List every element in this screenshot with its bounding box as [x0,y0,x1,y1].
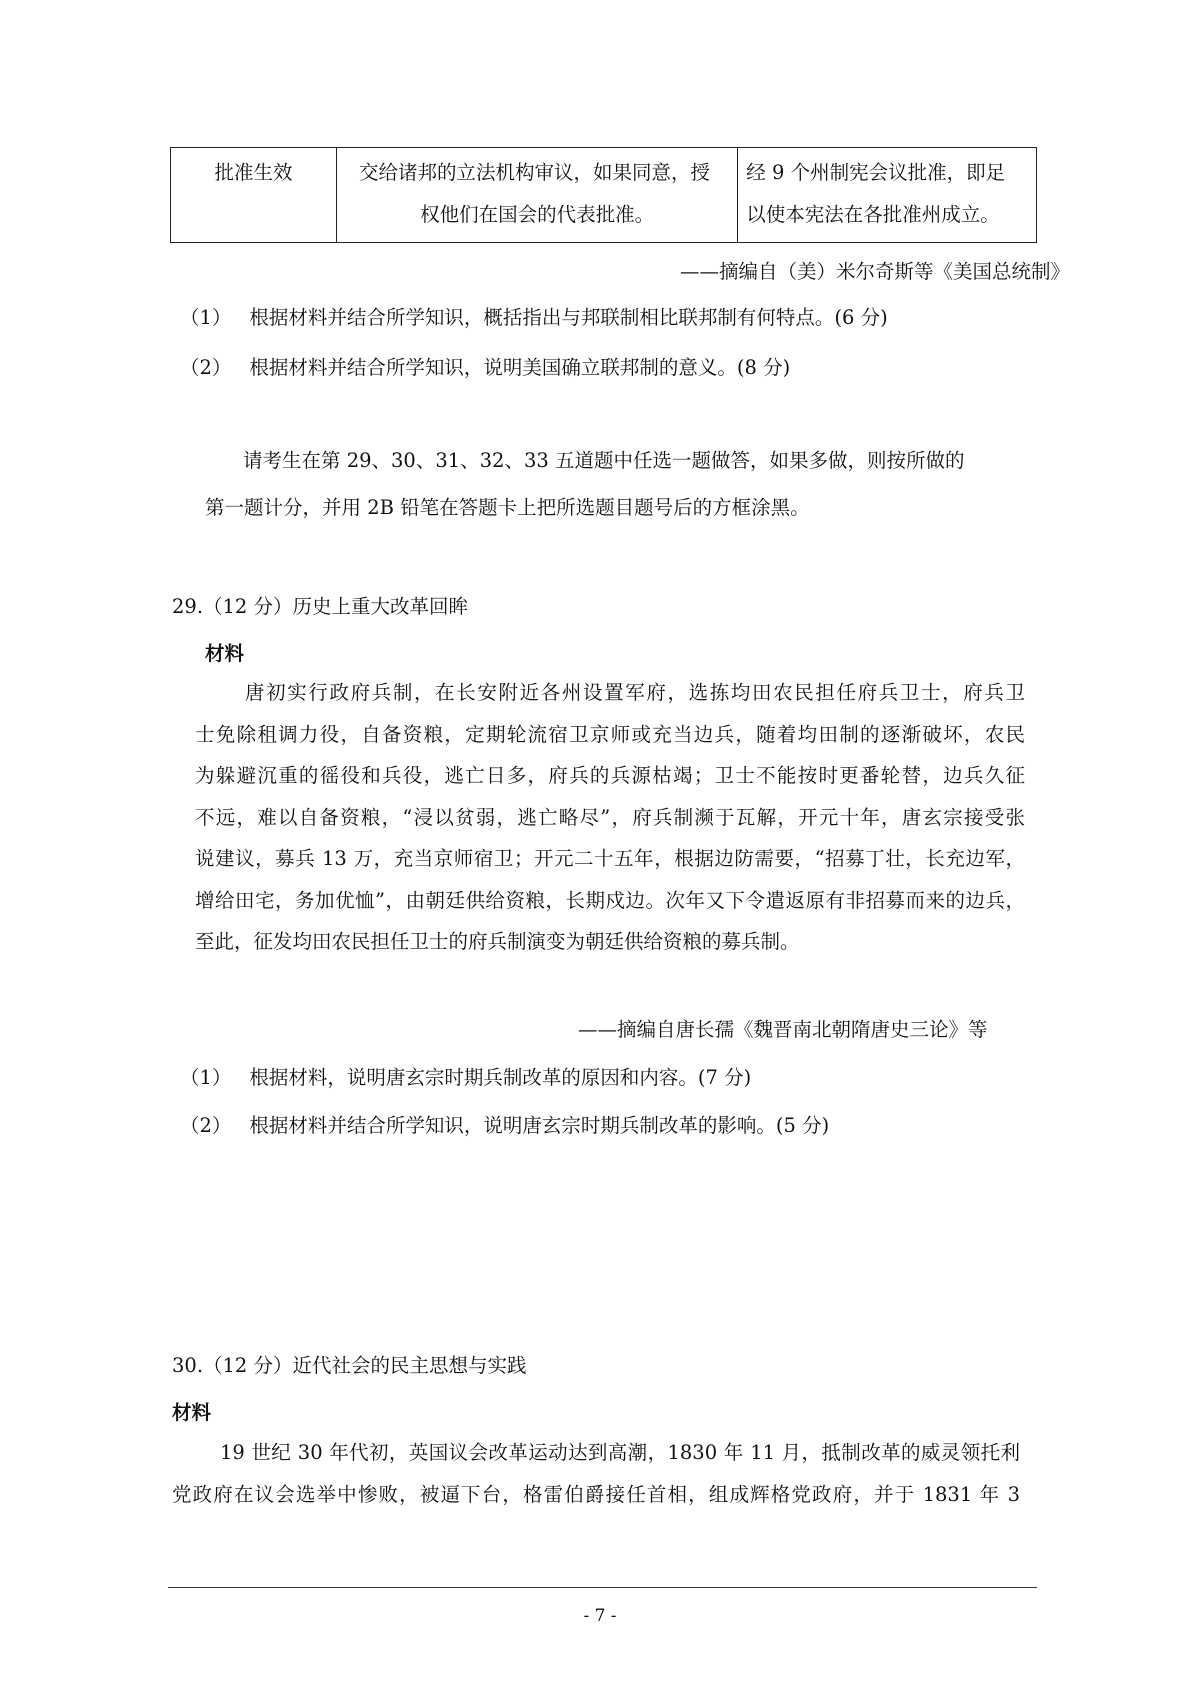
page-number: - 7 - [583,1606,617,1626]
instruction-line: 第一题计分，并用 2B 铅笔在答题卡上把所选题目题号后的方框涂黑。 [205,496,810,519]
paragraph-line: 唐初实行政府兵制，在长安附近各州设置军府，选拣均田农民担任府兵卫士，府兵卫 [245,681,1025,704]
item-number: （1） [180,306,232,329]
item-text: 根据材料并结合所学知识，说明美国确立联邦制的意义。(8 分) [249,356,791,379]
cell-line: 权他们在国会的代表批准。 [420,203,655,226]
question-item [180,302,888,330]
item-number: （2） [180,1114,232,1137]
paragraph-line: 说建议，募兵 13 万，充当京师宿卫；开元二十五年，根据边防需要，“招募丁壮，长充边军， [195,847,1025,870]
material-paragraph [172,1432,1020,1515]
source-citation: ——摘编自（美）米尔奇斯等《美国总统制》 [680,260,1071,283]
paragraph-line: 不远，难以自备资粮，“浸以贫弱，逃亡略尽”，府兵制濒于瓦解，开元十年，唐玄宗接受张 [195,805,1025,829]
item-text: 根据材料，说明唐玄宗时期兵制改革的原因和内容。(7 分) [249,1066,752,1089]
paragraph-line: 士免除租调力役，自备资粮，定期轮流宿卫京师或充当边兵，随着均田制的逐渐破坏，农民 [195,722,1025,746]
material-label: 材料 [172,1401,212,1424]
table-cell-confederation [336,148,737,243]
item-text: 根据材料并结合所学知识，概括指出与邦联制相比联邦制有何特点。(6 分) [249,306,888,329]
material-paragraph [195,672,1025,963]
paragraph-line: 至此，征发均田农民担任卫士的府兵制演变为朝廷供给资粮的募兵制。 [195,930,800,953]
question-item [180,1110,829,1138]
row-label: 批准生效 [214,161,293,184]
paragraph-line: 增给田宅，务加优恤”，由朝廷供给资粮，长期戍边。次年又下令遣返原有非招募而来的边兵， [195,888,1025,912]
table-cell-label [171,148,337,243]
question-item [180,1062,751,1090]
paragraph-line: 党政府在议会选举中惨败，被逼下台，格雷伯爵接任首相，组成辉格党政府，并于 1831 年 3 [172,1482,1020,1506]
question-title: 29.（12 分）历史上重大改革回眸 [172,595,469,618]
instruction-line: 请考生在第 29、30、31、32、33 五道题中任选一题做答，如果多做，则按所做的 [243,449,965,472]
paragraph-line: 19 世纪 30 年代初，英国议会改革运动达到高潮，1830 年 11 月，抵制改革的威灵领托利 [220,1441,1020,1464]
comparison-table [170,147,1037,243]
cell-line: 经 9 个州制宪会议批准，即足 [746,161,1006,184]
cell-line: 交给诸邦的立法机构审议，如果同意，授 [358,161,710,184]
table-cell-federation [738,148,1037,243]
table-row [171,148,1037,243]
material-label: 材料 [205,642,245,665]
question-item [180,352,790,380]
paragraph-line: 为躲避沉重的徭役和兵役，逃亡日多，府兵的兵源枯竭；卫士不能按时更番轮替，边兵久征 [195,764,1025,787]
item-number: （1） [180,1066,232,1089]
footer-divider [168,1587,1037,1588]
source-citation: ——摘编自唐长孺《魏晋南北朝隋唐史三论》等 [578,1018,988,1041]
item-text: 根据材料并结合所学知识，说明唐玄宗时期兵制改革的影响。(5 分) [249,1114,830,1137]
item-number: （2） [180,356,232,379]
question-title: 30.（12 分）近代社会的民主思想与实践 [172,1354,527,1377]
cell-line: 以使本宪法在各批准州成立。 [746,203,1000,226]
